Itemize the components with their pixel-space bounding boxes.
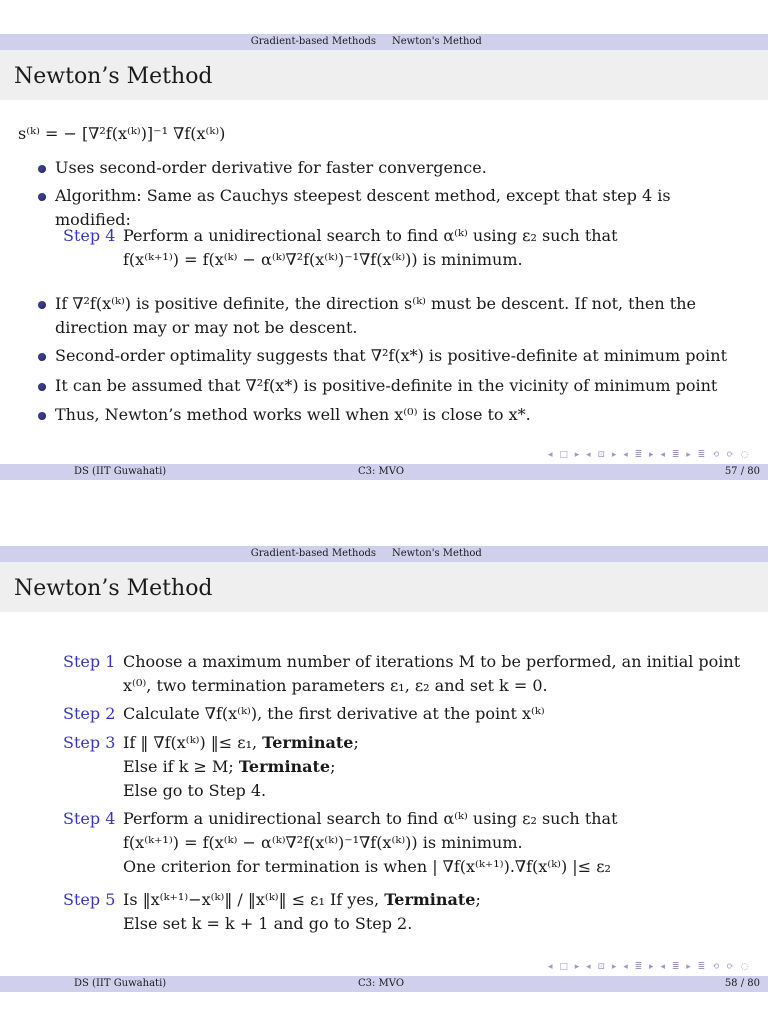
step-line: Choose a maximum number of iterations M to be performed, an initial point [123,652,741,671]
step-3-block [63,731,753,803]
step-line: Else set k = k + 1 and go to Step 2. [123,914,413,933]
bullet-icon [38,165,46,173]
step-line: If ‖ ∇f(x⁽ᵏ⁾) ‖≤ ε₁, Terminate; [123,733,359,752]
footer-course: C3: MVO [358,466,405,477]
slide-title: Newton’s Method [14,64,213,89]
step-line: Calculate ∇f(x⁽ᵏ⁾), the first derivative at the point x⁽ᵏ⁾ [123,704,545,723]
step-line: Perform a unidirectional search to find α⁽ᵏ⁾ using ε₂ such that [123,226,618,245]
step-label: Step 3 [63,733,116,752]
step-line: Is ‖x⁽ᵏ⁺¹⁾−x⁽ᵏ⁾‖ / ‖x⁽ᵏ⁾‖ ≤ ε₁ If yes, Terminate; [123,890,481,909]
bullet-item: Second-order optimality suggests that ∇²f(x*) is positive-definite at minimum point [38,344,750,368]
beamer-navigation-icons[interactable]: ◂ □ ▸ ◂ ⊡ ▸ ◂ ≣ ▸ ◂ ≣ ▸ ≣ ⟲ ⟳ ◌ [548,450,751,460]
title-bar [0,562,768,612]
footer-author: DS (IIT Guwahati) [74,978,167,989]
header-section[interactable]: Gradient-based Methods [250,548,376,559]
header-bar [0,546,768,562]
terminate-keyword: Terminate [262,733,354,752]
header-subsection[interactable]: Newton's Method [392,548,482,559]
header-bar [0,34,768,50]
title-bar [0,50,768,100]
step-label: Step 4 [63,809,116,828]
footer-bar [0,464,768,480]
footer-page-number: 58 / 80 [724,978,760,989]
step-label: Step 2 [63,704,116,723]
slide-58 [0,512,768,992]
step-line: Else go to Step 4. [123,781,267,800]
bullet-icon [38,412,46,420]
bullet-item: If ∇²f(x⁽ᵏ⁾) is positive definite, the direction s⁽ᵏ⁾ must be descent. If not, then the direction may or may not be descent. [38,292,750,340]
step-2-block [63,702,753,726]
bullet-item: Algorithm: Same as Cauchys steepest descent method, except that step 4 is modified: [38,184,750,232]
step-line: f(x⁽ᵏ⁺¹⁾) = f(x⁽ᵏ⁾ − α⁽ᵏ⁾∇²f(x⁽ᵏ⁾)⁻¹∇f(x⁽ᵏ⁾)) is minimum. [123,833,523,852]
step-line: Perform a unidirectional search to find α⁽ᵏ⁾ using ε₂ such that [123,809,618,828]
bullet-icon [38,353,46,361]
step-label: Step 4 [63,226,116,245]
slide-title: Newton’s Method [14,576,213,601]
beamer-navigation-icons[interactable]: ◂ □ ▸ ◂ ⊡ ▸ ◂ ≣ ▸ ◂ ≣ ▸ ≣ ⟲ ⟳ ◌ [548,962,751,972]
footer-course: C3: MVO [358,978,405,989]
footer-author: DS (IIT Guwahati) [74,466,167,477]
step-4-block [63,224,753,272]
terminate-keyword: Terminate [238,757,331,776]
header-section[interactable]: Gradient-based Methods [250,36,376,47]
newton-direction-formula: s⁽ᵏ⁾ = − [∇²f(x⁽ᵏ⁾)]⁻¹ ∇f(x⁽ᵏ⁾) [18,124,226,143]
step-5-block [63,888,753,936]
header-subsection[interactable]: Newton's Method [392,36,482,47]
step-line: x⁽⁰⁾, two termination parameters ε₁, ε₂ and set k = 0. [123,676,548,695]
step-4-block [63,807,753,879]
bullet-item: Uses second-order derivative for faster convergence. [38,156,750,180]
step-1-block [63,650,753,698]
step-line: One criterion for termination is when | ∇f(x⁽ᵏ⁺¹⁾).∇f(x⁽ᵏ⁾) |≤ ε₂ [123,857,611,876]
footer-bar [0,976,768,992]
slide-57 [0,0,768,480]
bullet-icon [38,193,46,201]
footer-page-number: 57 / 80 [724,466,760,477]
step-label: Step 1 [63,652,116,671]
bullet-item: It can be assumed that ∇²f(x*) is positive-definite in the vicinity of minimum point [38,374,750,398]
bullet-icon [38,383,46,391]
step-line: Else if k ≥ M; Terminate; [123,757,336,776]
bullet-icon [38,301,46,309]
step-label: Step 5 [63,890,116,909]
step-line: f(x⁽ᵏ⁺¹⁾) = f(x⁽ᵏ⁾ − α⁽ᵏ⁾∇²f(x⁽ᵏ⁾)⁻¹∇f(x⁽ᵏ⁾)) is minimum. [123,250,523,269]
terminate-keyword: Terminate [384,890,476,909]
bullet-item: Thus, Newton’s method works well when x⁽⁰⁾ is close to x*. [38,403,750,427]
